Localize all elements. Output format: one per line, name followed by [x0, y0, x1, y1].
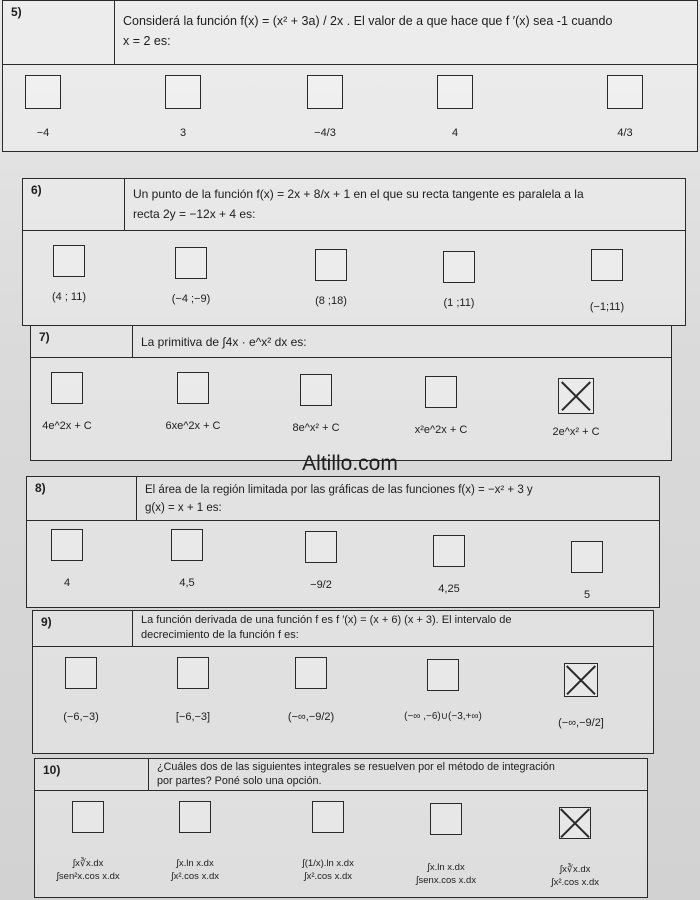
option-a[interactable] [35, 529, 99, 589]
option-c[interactable] [289, 531, 353, 591]
question-number: 5) [3, 1, 115, 64]
checkbox[interactable] [427, 659, 459, 691]
checkbox[interactable] [425, 376, 457, 408]
option-c[interactable] [299, 249, 363, 307]
option-label: 4e^2x + C [42, 420, 92, 432]
question-6 [22, 178, 686, 326]
option-label: 5 [583, 589, 591, 601]
option-label: (1 ;11) [443, 297, 475, 309]
question-header [23, 179, 685, 231]
question-number: 7) [31, 326, 133, 357]
question-number: 8) [27, 477, 137, 520]
option-b[interactable] [155, 529, 219, 589]
option-label: −9/2 [310, 579, 332, 591]
question-10 [34, 758, 648, 898]
checkbox[interactable] [305, 531, 337, 563]
option-label: [−6,−3] [175, 711, 211, 723]
question-line-2: g(x) = x + 1 es: [145, 502, 222, 514]
option-e[interactable] [539, 378, 613, 438]
integral-2: ∫x².cos x.dx [303, 871, 352, 882]
integral-2: ∫x².cos x.dx [550, 877, 599, 888]
option-a[interactable] [43, 801, 133, 883]
option-label: (−1;11) [589, 301, 625, 313]
option-c[interactable] [281, 374, 351, 434]
checkbox[interactable] [571, 541, 603, 573]
integral-1: ∫x∛x.dx [559, 864, 591, 875]
checkbox[interactable] [177, 372, 209, 404]
question-line-1: Un punto de la función f(x) = 2x + 8/x + 1 en el que su recta tangente es paralela a la [133, 187, 584, 201]
option-label: 3 [179, 127, 187, 139]
checkbox[interactable] [65, 657, 97, 689]
option-label: (−∞,−9/2) [287, 711, 335, 723]
checkbox[interactable] [300, 374, 332, 406]
question-header [35, 759, 647, 791]
checkbox[interactable] [171, 529, 203, 561]
option-a[interactable] [49, 657, 113, 723]
option-b[interactable] [153, 372, 233, 432]
question-line-1: La primitiva de ∫4x · e^x² dx es: [141, 335, 307, 349]
options-row [33, 647, 653, 753]
checkbox[interactable] [315, 249, 347, 281]
option-label: (8 ;18) [315, 295, 347, 307]
checkbox[interactable] [177, 657, 209, 689]
checkbox[interactable] [591, 249, 623, 281]
integral-1: ∫(1/x).ln x.dx [302, 858, 354, 869]
checkbox[interactable] [53, 245, 85, 277]
option-a[interactable] [13, 75, 73, 139]
question-5 [2, 0, 698, 152]
option-label: (−∞ ,−6)∪(−3,+∞) [404, 711, 482, 722]
option-label: 4,25 [438, 583, 460, 595]
option-b[interactable] [159, 247, 223, 305]
question-line-1: El área de la región limitada por las gráficas de las funciones f(x) = −x² + 3 y [145, 484, 533, 496]
option-d[interactable] [401, 803, 491, 887]
option-label: 4/3 [617, 127, 633, 139]
checkbox[interactable] [433, 535, 465, 567]
question-header [33, 611, 653, 647]
option-label: (4 ; 11) [51, 291, 87, 303]
option-b[interactable] [161, 657, 225, 723]
question-line-2: decrecimiento de la función f es: [141, 629, 299, 641]
question-header [31, 326, 671, 358]
question-7 [30, 325, 672, 461]
option-label: 4,5 [179, 577, 195, 589]
option-a[interactable] [37, 245, 101, 303]
checkbox-checked[interactable] [559, 807, 591, 839]
option-label: x²e^2x + C [414, 424, 468, 436]
checkbox[interactable] [51, 372, 83, 404]
checkbox[interactable] [295, 657, 327, 689]
question-header [27, 477, 659, 521]
watermark: Altillo.com [302, 452, 398, 475]
question-header [3, 1, 697, 65]
option-c[interactable] [269, 657, 353, 723]
option-label: 4 [63, 577, 71, 589]
option-label: −4/3 [314, 127, 336, 139]
checkbox[interactable] [312, 801, 344, 833]
checkbox[interactable] [430, 803, 462, 835]
option-label: −4 [36, 127, 50, 139]
options-row [35, 791, 647, 897]
option-label: 8e^x² + C [292, 422, 340, 434]
question-line-1: ¿Cuáles dos de las siguientes integrales se resuelven por el método de integración [157, 761, 555, 773]
integral-1: ∫x.ln x.dx [176, 858, 214, 869]
question-number: 10) [35, 759, 149, 790]
integral-1: ∫x.ln x.dx [427, 862, 465, 873]
option-b[interactable] [153, 75, 213, 139]
option-c[interactable] [283, 801, 373, 883]
checkbox[interactable] [179, 801, 211, 833]
options-row [27, 521, 659, 607]
option-a[interactable] [35, 372, 99, 432]
question-9 [32, 610, 654, 754]
options-row [3, 65, 697, 151]
question-text [133, 326, 671, 357]
option-d[interactable] [383, 659, 503, 722]
question-line-1: La función derivada de una función f es f ′(x) = (x + 6) (x + 3). El intervalo de [141, 614, 512, 626]
question-text [149, 759, 647, 790]
options-row [31, 358, 671, 460]
options-row [23, 231, 685, 325]
option-b[interactable] [155, 801, 235, 883]
question-number: 6) [23, 179, 125, 230]
option-label: 2e^x² + C [552, 426, 600, 438]
option-d[interactable] [427, 251, 491, 309]
checkbox[interactable] [175, 247, 207, 279]
checkbox[interactable] [443, 251, 475, 283]
integral-2: ∫senx.cos x.dx [415, 875, 477, 886]
question-line-2: x = 2 es: [123, 34, 171, 48]
integral-2: ∫sen²x.cos x.dx [56, 871, 120, 882]
integral-1: ∫x∛x.dx [72, 858, 104, 869]
option-e[interactable] [555, 541, 619, 601]
option-e[interactable] [595, 75, 655, 139]
option-label: (−6,−3) [63, 711, 99, 723]
checkbox[interactable] [607, 75, 643, 109]
option-e[interactable] [527, 807, 623, 889]
option-e[interactable] [539, 663, 623, 729]
option-label: (−4 ;−9) [171, 293, 211, 305]
checkbox[interactable] [165, 75, 201, 109]
option-label: (−∞,−9/2] [558, 717, 604, 729]
checkbox[interactable] [307, 75, 343, 109]
option-label: 4 [451, 127, 459, 139]
question-text [137, 477, 659, 520]
option-label: 6xe^2x + C [165, 420, 221, 432]
question-line-2: por partes? Poné solo una opción. [157, 775, 322, 787]
question-text [125, 179, 685, 230]
checkbox-checked[interactable] [564, 663, 598, 697]
checkbox[interactable] [72, 801, 104, 833]
question-line-1: Considerá la función f(x) = (x² + 3a) / 2x . El valor de a que hace que f ′(x) sea -1 cuando [123, 14, 613, 28]
question-8 [26, 476, 660, 608]
question-number: 9) [33, 611, 133, 646]
checkbox[interactable] [25, 75, 61, 109]
question-text [133, 611, 653, 646]
option-d[interactable] [425, 75, 485, 139]
integral-2: ∫x².cos x.dx [170, 871, 219, 882]
checkbox[interactable] [51, 529, 83, 561]
question-text [115, 1, 697, 64]
option-e[interactable] [575, 249, 639, 313]
option-d[interactable] [417, 535, 481, 595]
question-line-2: recta 2y = −12x + 4 es: [133, 207, 256, 221]
option-c[interactable] [295, 75, 355, 139]
option-d[interactable] [401, 376, 481, 436]
checkbox[interactable] [437, 75, 473, 109]
checkbox-checked[interactable] [558, 378, 594, 414]
